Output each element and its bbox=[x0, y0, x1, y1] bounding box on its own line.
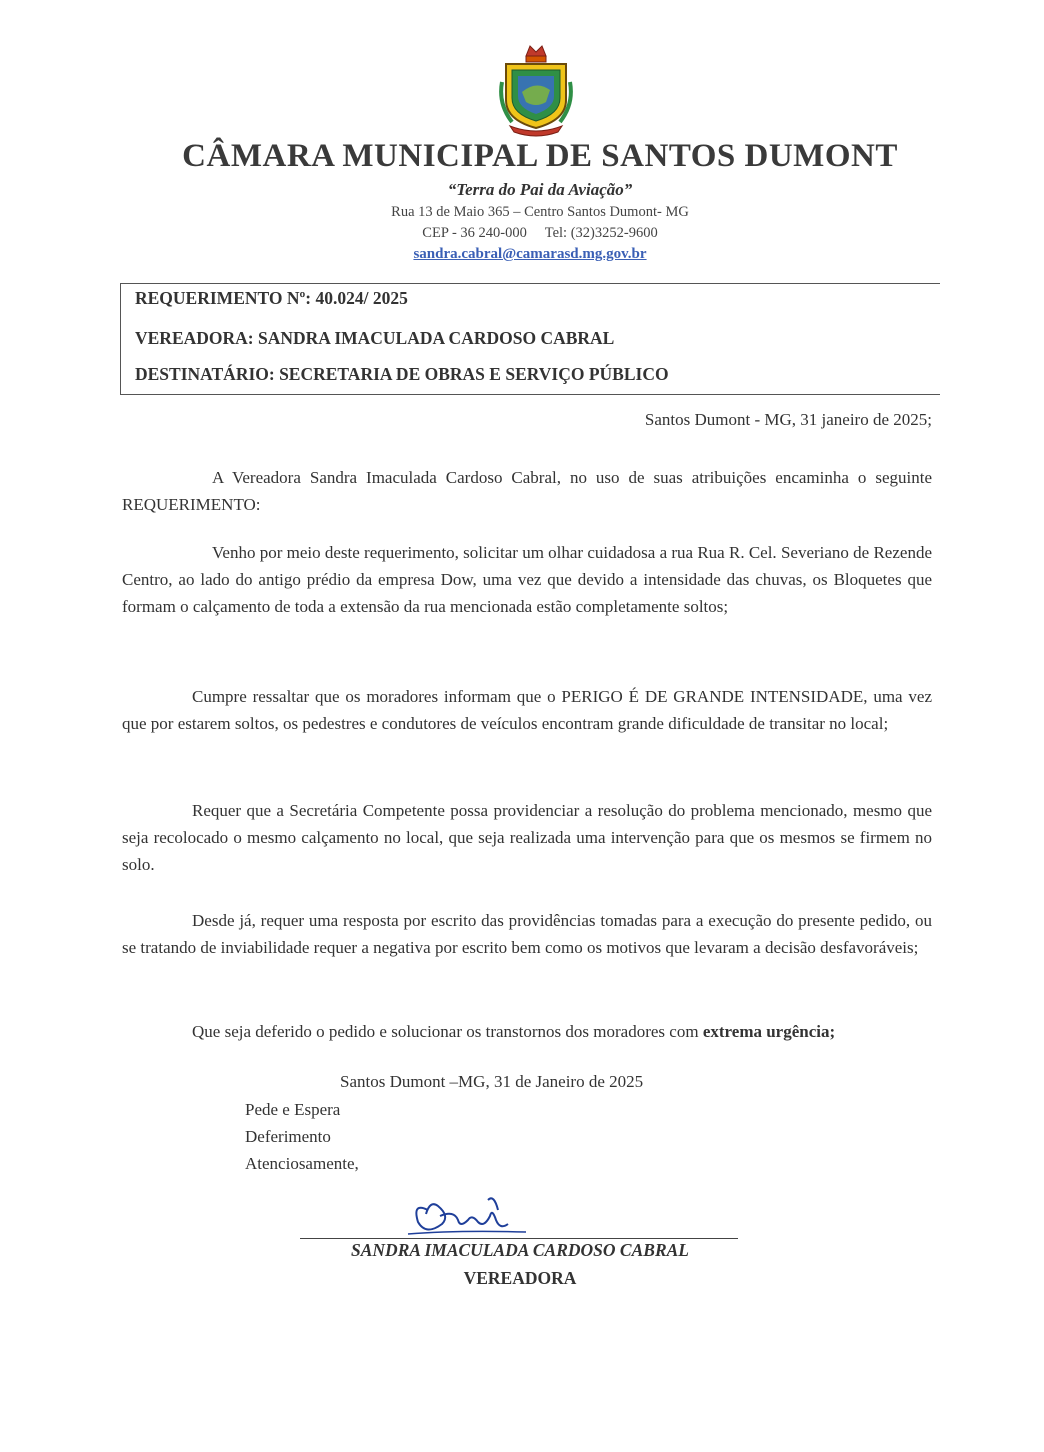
paragraph-danger: Cumpre ressaltar que os moradores informam que o PERIGO É DE GRANDE INTENSIDADE, uma vez que por estarem soltos, os pedestres e condutores de veículos encontram grande dificuldade de transitar no local; bbox=[122, 687, 932, 733]
paragraph-intro: A Vereadora Sandra Imaculada Cardoso Cabral, no uso de suas atribuições encaminha o seguinte REQUERIMENTO: bbox=[122, 468, 932, 514]
municipal-coat-of-arms-icon bbox=[496, 42, 576, 138]
document-date: Santos Dumont - MG, 31 janeiro de 2025; bbox=[644, 410, 932, 429]
paragraph-urgency bbox=[122, 1018, 932, 1045]
request-number: REQUERIMENTO Nº: 40.024/ 2025 bbox=[135, 288, 408, 308]
paragraph-request: Venho por meio deste requerimento, solicitar um olhar cuidadosa a rua Rua R. Cel. Severiano de Rezende Centro, ao lado do antigo prédio da empresa Dow, uma vez que devido a intensidade das chuvas, os Bloquetes que formam o calçamento de toda a extensão da rua mencionada estão completamente soltos; bbox=[122, 543, 932, 616]
signatory-name: SANDRA IMACULADA CARDOSO CABRAL bbox=[351, 1240, 689, 1260]
contact-line: CEP - 36 240-000 Tel: (32)3252-9600 bbox=[422, 225, 658, 241]
handwritten-signature-icon bbox=[398, 1180, 528, 1240]
motto: “Terra do Pai da Aviação” bbox=[447, 180, 633, 199]
signature-line bbox=[300, 1238, 738, 1239]
closing-line: Deferimento bbox=[245, 1127, 331, 1146]
closing-date: Santos Dumont –MG, 31 de Janeiro de 2025 bbox=[340, 1072, 644, 1091]
paragraph-demand: Requer que a Secretária Competente possa providenciar a resolução do problema mencionado, mesmo que seja recolocado o mesmo calçamento no local, que seja realizada uma intervenção para que os mesmos se firmem no solo. bbox=[122, 801, 932, 874]
address-line: Rua 13 de Maio 365 – Centro Santos Dumont- MG bbox=[391, 204, 689, 220]
closing-line: Atenciosamente, bbox=[245, 1154, 359, 1173]
urgency-text: Que seja deferido o pedido e solucionar os transtornos dos moradores com bbox=[192, 1022, 703, 1041]
councilor-name: VEREADORA: SANDRA IMACULADA CARDOSO CABRAL bbox=[135, 328, 615, 348]
organization-title: CÂMARA MUNICIPAL DE SANTOS DUMONT bbox=[182, 138, 898, 174]
email-link[interactable]: sandra.cabral@camarasd.mg.gov.br bbox=[413, 246, 647, 262]
signatory-role: VEREADORA bbox=[463, 1268, 577, 1288]
urgency-emphasis: extrema urgência; bbox=[702, 1022, 836, 1041]
recipient: DESTINATÁRIO: SECRETARIA DE OBRAS E SERVIÇO PÚBLICO bbox=[135, 364, 669, 384]
paragraph-response: Desde já, requer uma resposta por escrito das providências tomadas para a execução do presente pedido, ou se tratando de inviabilidade requer a negativa por escrito bem como os motivos que levaram a decisão desfavoráveis; bbox=[122, 911, 932, 957]
closing-line: Pede e Espera bbox=[245, 1100, 341, 1119]
request-header-box bbox=[120, 283, 940, 395]
